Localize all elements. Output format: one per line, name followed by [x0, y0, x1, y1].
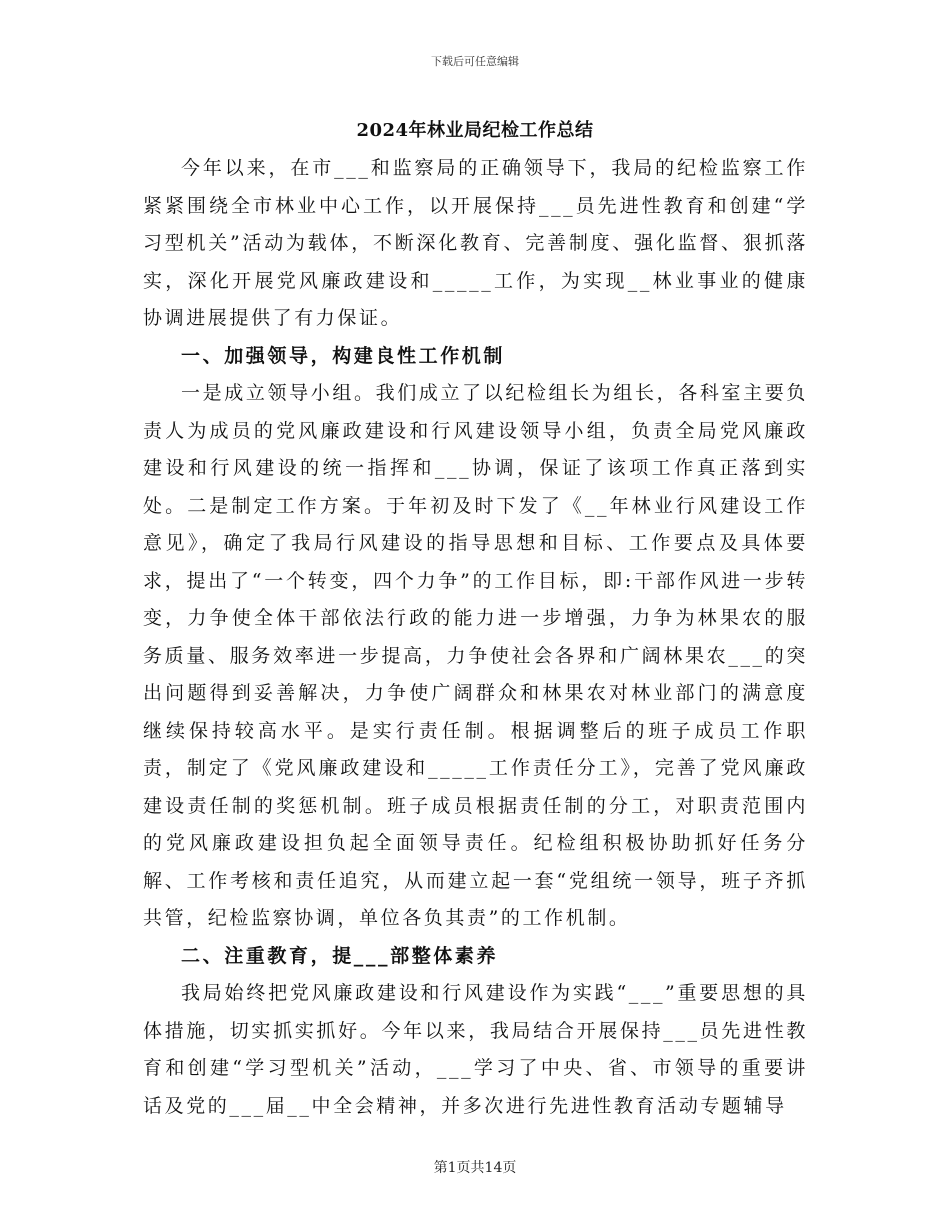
- section-heading-2: 二、注重教育，提___部整体素养: [181, 944, 499, 967]
- intro-paragraph: 今年以来，在市___和监察局的正确领导下，我局的纪检监察工作紧紧围绕全市林业中心工作，以开展保持___员先进性教育和创建“学习型机关”活动为载体，不断深化教育、完善制度、强化监督、狠抓落实，深化开展党风廉政建设和_____工作，为实现__林业事业的健康协调进展提供了有力保证。: [143, 157, 808, 329]
- document-title: 2024年林业局纪检工作总结: [356, 120, 594, 141]
- section-1-paragraph: 一是成立领导小组。我们成立了以纪检组长为组长，各科室主要负责人为成员的党风廉政建设和行风建设领导小组，负责全局党风廉政建设和行风建设的统一指挥和___协调，保证了该项工作真正落到实处。二是制定工作方案。于年初及时下发了《__年林业行风建设工作意见》，确定了我局行风建设的指导思想和目标、工作要点及具体要求，提出了“一个转变，四个力争”的工作目标，即:干部作风进一步转变，力争使全体干部依法行政的能力进一步增强，力争为林果农的服务质量、服务效率进一步提高，力争使社会各界和广阔林果农___的突出问题得到妥善解决，力争使广阔群众和林果农对林业部门的满意度继续保持较高水平。是实行责任制。根据调整后的班子成员工作职责，制定了《党风廉政建设和_____工作责任分工》，完善了党风廉政建设责任制的奖惩机制。班子成员根据责任制的分工，对职责范围内的党风廉政建设担负起全面领导责任。纪检组积极协助抓好任务分解、工作考核和责任追究，从而建立起一套“党组统一领导，班子齐抓共管，纪检监察协调，单位各负其责”的工作机制。: [143, 382, 808, 929]
- section-2-paragraph: 我局始终把党风廉政建设和行风建设作为实践“___”重要思想的具体措施，切实抓实抓好。今年以来，我局结合开展保持___员先进性教育和创建“学习型机关”活动，___学习了中央、省、市领导的重要讲话及党的___届__中全会精神，并多次进行先进性教育活动专题辅导: [143, 982, 808, 1117]
- header-note: 下载后可任意编辑: [431, 55, 519, 68]
- document-body: [143, 150, 808, 1125]
- section-heading-1: 一、加强领导，构建良性工作机制: [181, 344, 506, 367]
- page-number-footer: 第1页共14页: [433, 1160, 517, 1176]
